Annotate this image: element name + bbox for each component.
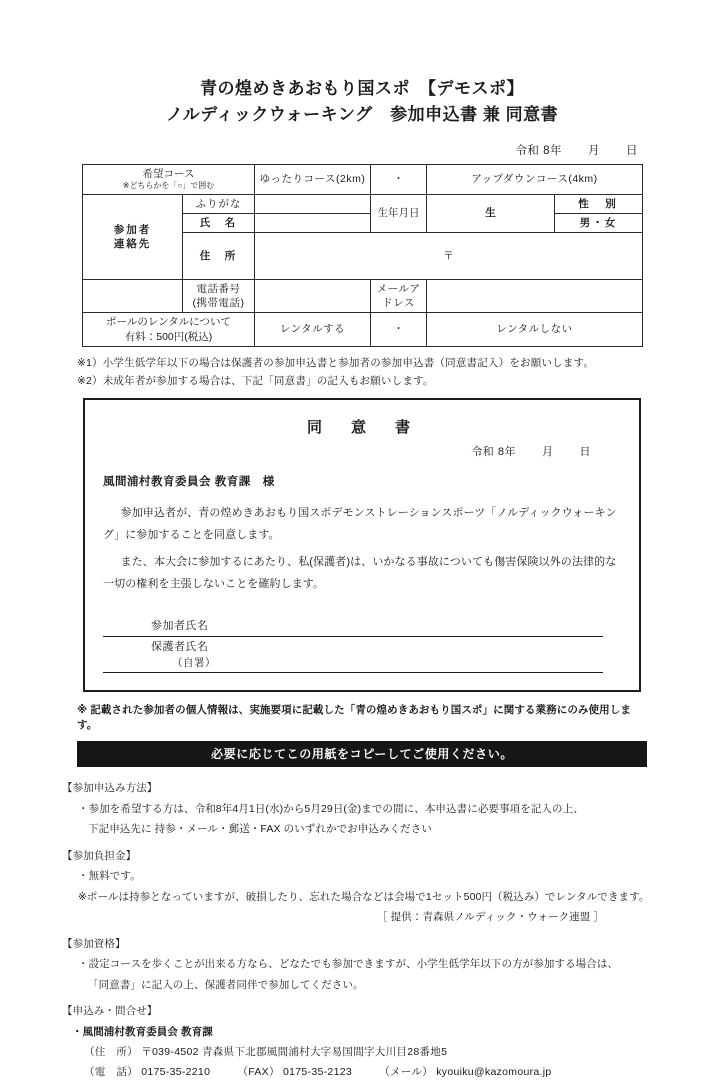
participant-contact-line2: 連絡先	[113, 237, 152, 250]
course-option-easy[interactable]: ゆったりコース(2km)	[255, 164, 371, 194]
consent-title: 同 意 書	[306, 419, 417, 437]
contact-mail-value: kyouiku@kazomoura.jp	[436, 1066, 552, 1079]
consent-date-line	[103, 443, 591, 459]
signature-label-guardian-sub: （自署）	[172, 657, 216, 670]
name-label: 氏 名	[183, 213, 255, 232]
contact-organization: ・風間浦村教育委員会 教育課	[72, 1025, 213, 1038]
apply-method-heading: 【参加申込み方法】	[62, 782, 158, 795]
course-option-separator: ・	[371, 164, 427, 194]
course-header-label: 希望コース	[142, 167, 195, 180]
information-sections	[62, 778, 662, 1083]
pole-rental-yes[interactable]: レンタルする	[255, 313, 371, 346]
sex-label: 性 別	[555, 194, 643, 213]
address-label: 住 所	[183, 233, 255, 280]
birthdate-input[interactable]	[427, 194, 555, 232]
consent-paragraph-1: 参加申込者が、青の煌めきあおもり国スポデモンストレーションスポーツ「ノルディックウォーキング」に参加することを同意します。	[103, 507, 617, 541]
fee-heading: 【参加負担金】	[62, 849, 137, 862]
copy-notice-banner: 必要に応じてこの用紙をコピーしてご使用ください。	[77, 741, 647, 767]
contact-tel-row	[62, 1062, 662, 1082]
table-row-furigana	[83, 194, 643, 213]
pole-rental-separator: ・	[371, 313, 427, 346]
consent-date-month: 月	[542, 446, 554, 459]
birthdate-label: 生年月日	[371, 194, 427, 232]
title-line-2: ノルディックウォーキング 参加申込書 兼 同意書	[165, 105, 559, 125]
contact-tel-value: 0175-35-2210	[141, 1066, 211, 1079]
privacy-note: ※ 記載された参加者の個人情報は、実施要項に記載した「青の煌めきあおもり国スポ」に関する業務にのみ使用します。	[77, 704, 631, 732]
phone-label	[183, 280, 255, 313]
email-input[interactable]	[427, 280, 643, 313]
contact-mail-label: （メール）	[379, 1066, 434, 1079]
form-notes	[77, 354, 647, 391]
qualification-heading: 【参加資格】	[62, 937, 126, 950]
furigana-label: ふりがな	[183, 194, 255, 213]
pole-rental-no[interactable]: レンタルしない	[427, 313, 643, 346]
form-date-line	[0, 142, 638, 158]
document-title	[0, 0, 724, 129]
table-row-phone-email	[83, 280, 643, 313]
table-row-pole-rental	[83, 313, 643, 346]
address-input[interactable]	[255, 233, 643, 280]
fee-line-1: ・無料です。	[78, 870, 141, 883]
phone-spacer-cell	[83, 280, 183, 313]
qualification-line-2: 「同意書」に記入の上、保護者同伴で参加してください。	[88, 978, 364, 991]
contact-address-value: 〒039-4502 青森県下北郡風間浦村大字易国間字大川目28番地5	[141, 1045, 448, 1058]
birthdate-suffix: 生	[485, 207, 496, 220]
signature-label-guardian	[103, 640, 313, 671]
consent-box	[83, 398, 641, 692]
signature-row-guardian[interactable]	[103, 640, 603, 673]
postal-mark-icon: 〒	[443, 249, 454, 262]
contact-address-label: （住 所）	[84, 1045, 138, 1058]
participant-contact-label	[83, 194, 183, 279]
contact-tel-label: （電 話）	[84, 1066, 138, 1079]
consent-addressee: 風間浦村教育委員会 教育課 様	[103, 476, 275, 489]
consent-date-era-year: 令和 8年	[471, 446, 516, 459]
pole-rental-label-line2: 有料：500円(税込)	[124, 330, 213, 343]
course-header-cell	[83, 164, 255, 194]
apply-method-line-2: 下記申込先に 持参・メール・郵送・FAX のいずれかでお申込みください	[88, 823, 432, 836]
application-form-table-wrap	[82, 164, 642, 347]
contact-address-row	[62, 1042, 662, 1062]
table-row-course	[83, 164, 643, 194]
contact-fax-value: 0175-35-2123	[283, 1066, 352, 1079]
course-header-subnote: ※どちらかを「○」で囲む	[122, 180, 215, 190]
form-date-day: 日	[626, 144, 638, 157]
participant-contact-line1: 参加者	[113, 223, 152, 236]
qualification-line-1: ・設定コースを歩くことが出来る方なら、どなたでも参加できますが、小学生低学年以下の方が参加する場合は、	[78, 958, 619, 971]
contact-heading: 【申込み・問合せ】	[62, 1005, 158, 1018]
sex-options[interactable]: 男・女	[555, 213, 643, 232]
furigana-input[interactable]	[255, 194, 371, 213]
pole-rental-label	[83, 313, 255, 346]
pole-rental-label-line1: ポールのレンタルについて	[106, 316, 231, 329]
course-option-updown[interactable]: アップダウンコース(4km)	[427, 164, 643, 194]
name-input[interactable]	[255, 213, 371, 232]
phone-input[interactable]	[255, 280, 371, 313]
fee-line-2: ※ポールは持参となっていますが、破損したり、忘れた場合などは会場で1セット500円（税込み）でレンタルできます。	[78, 890, 650, 903]
form-date-month: 月	[588, 144, 600, 157]
apply-method-line-1: ・参加を希望する方は、令和8年4月1日(水)から5月29日(金)までの間に、本申込書に必要事項を記入の上、	[78, 802, 584, 815]
signature-label-participant: 参加者氏名	[151, 620, 209, 633]
form-note-1: ※1）小学生低学年以下の場合は保護者の参加申込書と参加者の参加申込書（同意書記入）をお願いします。	[77, 356, 595, 369]
fee-credit: ［ 提供：青森県ノルディック・ウォーク連盟 ］	[377, 911, 604, 924]
contact-fax-label: （FAX）	[237, 1066, 280, 1079]
phone-label-line1: 電話番号	[196, 283, 241, 295]
signature-input-guardian[interactable]	[313, 653, 603, 671]
phone-label-line2: (携帯電話)	[192, 297, 245, 310]
signature-area	[103, 617, 603, 673]
title-line-1: 青の煌めきあおもり国スポ 【デモスポ】	[200, 79, 524, 98]
signature-input-participant[interactable]	[313, 617, 603, 635]
signature-row-participant[interactable]	[103, 617, 603, 637]
form-note-2: ※2）未成年者が参加する場合は、下記「同意書」の記入もお願いします。	[77, 375, 434, 388]
consent-paragraph-2: また、本大会に参加するにあたり、私(保護者)は、いかなる事故についても傷害保険以外の法律的な一切の権利を主張しないことを確約します。	[103, 556, 617, 590]
consent-date-day: 日	[579, 446, 591, 459]
signature-label-guardian-main: 保護者氏名	[151, 641, 209, 654]
email-label: メールアドレス	[371, 280, 427, 313]
application-form-table	[82, 164, 643, 347]
form-date-era-year: 令和 8年	[515, 144, 562, 157]
